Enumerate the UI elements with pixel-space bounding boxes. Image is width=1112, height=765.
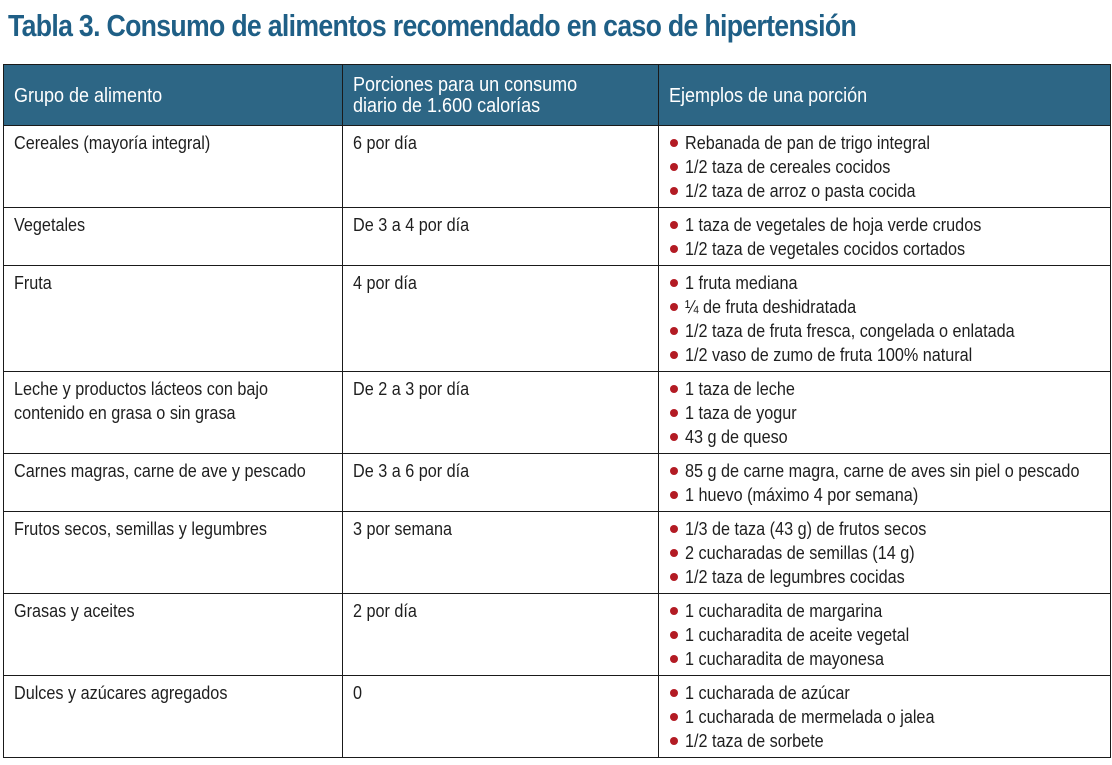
table-body [4,126,1111,758]
example-text: 1 cucharada de azúcar [685,683,850,703]
list-item [669,271,1100,295]
list-item [669,377,1100,401]
list-item [669,425,1100,449]
examples-cell [659,208,1111,266]
examples-list [669,599,1100,671]
examples-list [669,681,1100,753]
examples-list [669,459,1100,507]
table-row [4,208,1111,266]
food-group-cell [4,676,343,758]
example-text: 1/2 taza de cereales cocidos [685,157,891,177]
food-group-cell [4,126,343,208]
examples-cell [659,512,1111,594]
list-item [669,483,1100,507]
portions-cell [343,126,659,208]
example-text: 1/2 taza de arroz o pasta cocida [685,181,916,201]
bullet-icon [670,607,678,615]
list-item [669,319,1100,343]
portions-value: 3 por semana [353,519,453,539]
bullet-icon [670,631,678,639]
examples-cell [659,676,1111,758]
header-food-group: Grupo de alimento [4,65,343,126]
food-group-cell [4,512,343,594]
portions-value: 0 [353,683,363,703]
example-text: 1/3 de taza (43 g) de frutos secos [685,519,927,539]
food-group-label: Frutos secos, semillas y legumbres [14,519,267,539]
portions-value: De 3 a 4 por día [353,215,470,235]
table-row [4,454,1111,512]
example-text: 1 taza de yogur [685,403,797,423]
food-group-label: Cereales (mayoría integral) [14,133,211,153]
bullet-icon [670,351,678,359]
list-item [669,623,1100,647]
example-text: 1/2 taza de vegetales cocidos cortados [685,239,966,259]
food-group-label: Grasas y aceites [14,601,135,621]
bullet-icon [670,689,678,697]
bullet-icon [670,187,678,195]
table-row [4,594,1111,676]
example-text: 1/2 vaso de zumo de fruta 100% natural [685,345,973,365]
bullet-icon [670,327,678,335]
list-item [669,599,1100,623]
example-text: 1/2 taza de legumbres cocidas [685,567,905,587]
list-item [669,647,1100,671]
bullet-icon [670,549,678,557]
example-text: 1/2 taza de fruta fresca, congelada o enlatada [685,321,1015,341]
example-text: Rebanada de pan de trigo integral [685,133,930,153]
list-item [669,729,1100,753]
food-group-cell [4,372,343,454]
bullet-icon [670,433,678,441]
portions-value: De 2 a 3 por día [353,379,470,399]
examples-list [669,131,1100,203]
bullet-icon [670,655,678,663]
food-group-label: Carnes magras, carne de ave y pescado [14,461,306,481]
bullet-icon [670,303,678,311]
portions-cell [343,372,659,454]
bullet-icon [670,713,678,721]
bullet-icon [670,279,678,287]
bullet-icon [670,491,678,499]
examples-cell [659,372,1111,454]
example-text: 85 g de carne magra, carne de aves sin piel o pescado [685,461,1080,481]
examples-cell [659,126,1111,208]
bullet-icon [670,409,678,417]
food-table [3,64,1111,758]
food-group-label: Leche y productos lácteos con bajo contenido en grasa o sin grasa [14,379,268,423]
list-item [669,681,1100,705]
header-examples: Ejemplos de una porción [659,65,1111,126]
examples-list [669,377,1100,449]
example-text: 1 huevo (máximo 4 por semana) [685,485,919,505]
portions-value: 6 por día [353,133,417,153]
list-item [669,179,1100,203]
list-item [669,213,1100,237]
table-title: Tabla 3. Consumo de alimentos recomendado en caso de hipertensión [8,8,857,43]
example-text: ¼ de fruta deshidratada [685,297,857,317]
examples-cell [659,454,1111,512]
table-row [4,266,1111,372]
example-text: 1 cucharadita de aceite vegetal [685,625,910,645]
example-text: 2 cucharadas de semillas (14 g) [685,543,915,563]
table-row [4,512,1111,594]
list-item [669,131,1100,155]
portions-value: De 3 a 6 por día [353,461,470,481]
example-text: 1 cucharada de mermelada o jalea [685,707,935,727]
portions-cell [343,454,659,512]
food-group-label: Fruta [14,273,52,293]
bullet-icon [670,467,678,475]
examples-list [669,213,1100,261]
portions-cell [343,676,659,758]
list-item [669,155,1100,179]
list-item [669,343,1100,367]
example-text: 1 cucharadita de mayonesa [685,649,885,669]
bullet-icon [670,737,678,745]
example-text: 1 taza de vegetales de hoja verde crudos [685,215,982,235]
list-item [669,541,1100,565]
list-item [669,237,1100,261]
example-text: 1 fruta mediana [685,273,798,293]
food-group-label: Vegetales [14,215,86,235]
bullet-icon [670,385,678,393]
list-item [669,517,1100,541]
examples-list [669,517,1100,589]
portions-cell [343,512,659,594]
food-group-cell [4,594,343,676]
list-item [669,295,1100,319]
header-portions: Porciones para un consumo diario de 1.600 calorías [343,65,659,126]
portions-cell [343,208,659,266]
list-item [669,459,1100,483]
example-text: 1 cucharadita de margarina [685,601,883,621]
bullet-icon [670,525,678,533]
portions-value: 4 por día [353,273,417,293]
examples-cell [659,266,1111,372]
example-text: 1/2 taza de sorbete [685,731,824,751]
bullet-icon [670,245,678,253]
bullet-icon [670,573,678,581]
examples-list [669,271,1100,367]
bullet-icon [670,221,678,229]
food-group-cell [4,454,343,512]
food-group-cell [4,208,343,266]
portions-cell [343,594,659,676]
bullet-icon [670,163,678,171]
list-item [669,565,1100,589]
table-row [4,126,1111,208]
example-text: 43 g de queso [685,427,788,447]
examples-cell [659,594,1111,676]
portions-value: 2 por día [353,601,417,621]
bullet-icon [670,139,678,147]
food-group-label: Dulces y azúcares agregados [14,683,228,703]
food-group-cell [4,266,343,372]
table-header-row [4,65,1111,126]
portions-cell [343,266,659,372]
list-item [669,401,1100,425]
table-row [4,676,1111,758]
list-item [669,705,1100,729]
example-text: 1 taza de leche [685,379,795,399]
table-row [4,372,1111,454]
